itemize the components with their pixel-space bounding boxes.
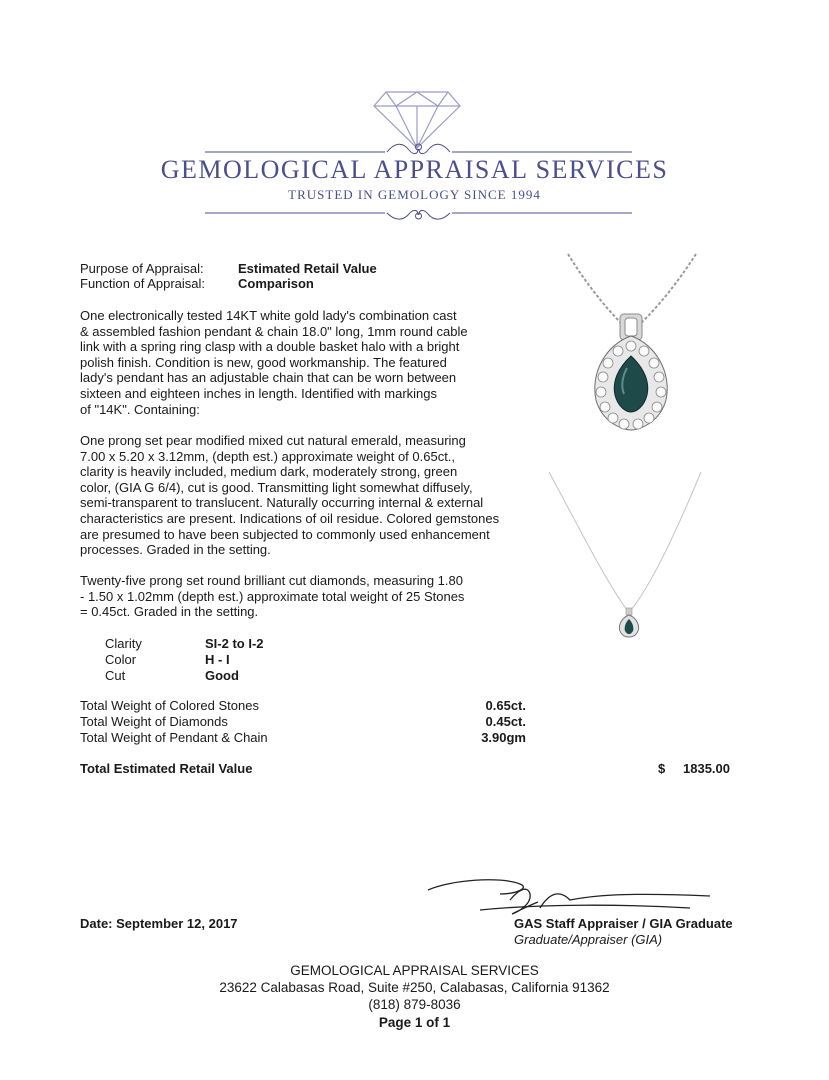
page-number: Page 1 of 1 <box>378 1015 451 1030</box>
emerald-line: One prong set pear modified mixed cut natural emerald, measuring <box>80 433 466 448</box>
pendant-closeup-image <box>560 252 700 434</box>
total-diamonds-label: Total Weight of Diamonds <box>80 714 228 729</box>
emerald-line: are presumed to have been subjected to commonly used enhancement <box>80 526 490 542</box>
signature-icon <box>420 870 720 920</box>
retail-label: Total Estimated Retail Value <box>80 761 253 776</box>
purpose-value: Estimated Retail Value <box>238 261 377 276</box>
grade-color-label: Color <box>105 652 137 667</box>
emerald-line: clarity is heavily included, medium dark, moderately strong, green <box>80 464 458 480</box>
description-line: sixteen and eighteen inches in length. Identified with markings <box>80 385 437 401</box>
description-line: of "14K". Containing: <box>80 401 200 417</box>
total-colored-label: Total Weight of Colored Stones <box>80 698 259 713</box>
footer-company: GEMOLOGICAL APPRAISAL SERVICES <box>290 963 539 978</box>
description-line: link with a spring ring clasp with a double basket halo with a bright <box>80 339 460 355</box>
pendant-chain-image <box>545 470 705 638</box>
grade-clarity-value: SI-2 to I-2 <box>205 636 264 651</box>
purpose-label: Purpose of Appraisal: <box>80 261 204 276</box>
function-label: Function of Appraisal: <box>80 276 206 291</box>
total-colored-value: 0.65ct. <box>485 698 526 713</box>
ornament-bottom-icon <box>205 203 632 223</box>
diamonds-line: Twenty-five prong set round brilliant cut diamonds, measuring 1.80 <box>80 573 463 588</box>
diamonds-paragraph <box>80 573 530 620</box>
total-pendant-label: Total Weight of Pendant & Chain <box>80 730 268 745</box>
grade-cut-label: Cut <box>105 668 126 683</box>
description-line: polish finish. Condition is new, good workmanship. The featured <box>80 354 447 370</box>
diamonds-line: - 1.50 x 1.02mm (depth est.) approximate total weight of 25 Stones <box>80 588 465 604</box>
grade-cut-value: Good <box>205 668 239 683</box>
signature-title: GAS Staff Appraiser / GIA Graduate <box>514 916 733 931</box>
emerald-line: characteristics are present. Indications of oil residue. Colored gemstones <box>80 510 500 526</box>
emerald-line: 7.00 x 5.20 x 3.12mm, (depth est.) approximate weight of 0.65ct., <box>80 448 456 464</box>
description-paragraph <box>80 308 530 417</box>
signature-subtitle: Graduate/Appraiser (GIA) <box>514 932 663 947</box>
emerald-line: processes. Graded in the setting. <box>80 542 271 558</box>
emerald-line: semi-transparent to translucent. Naturally occurring internal & external <box>80 495 484 511</box>
footer-address: 23622 Calabasas Road, Suite #250, Calabasas, California 91362 <box>219 980 610 995</box>
company-tagline: TRUSTED IN GEMOLOGY SINCE 1994 <box>288 187 541 202</box>
retail-amount: 1835.00 <box>683 761 730 776</box>
total-diamonds-value: 0.45ct. <box>485 714 526 729</box>
description-line: lady's pendant has an adjustable chain that can be worn between <box>80 370 457 386</box>
emerald-line: color, (GIA G 6/4), cut is good. Transmitting light somewhat diffusely, <box>80 479 473 495</box>
grade-color-value: H - I <box>205 652 230 667</box>
company-name: GEMOLOGICAL APPRAISAL SERVICES <box>160 155 669 184</box>
emerald-paragraph <box>80 433 530 558</box>
grade-clarity-label: Clarity <box>105 636 142 651</box>
description-line: One electronically tested 14KT white gold lady's combination cast <box>80 308 457 323</box>
appraisal-date: Date: September 12, 2017 <box>80 916 238 931</box>
footer-phone: (818) 879-8036 <box>368 997 461 1012</box>
retail-currency: $ <box>658 761 666 776</box>
function-value: Comparison <box>238 276 314 291</box>
diamonds-line: = 0.45ct. Graded in the setting. <box>80 604 259 620</box>
description-line: & assembled fashion pendant & chain 18.0" long, 1mm round cable <box>80 323 468 339</box>
total-pendant-value: 3.90gm <box>481 730 526 745</box>
